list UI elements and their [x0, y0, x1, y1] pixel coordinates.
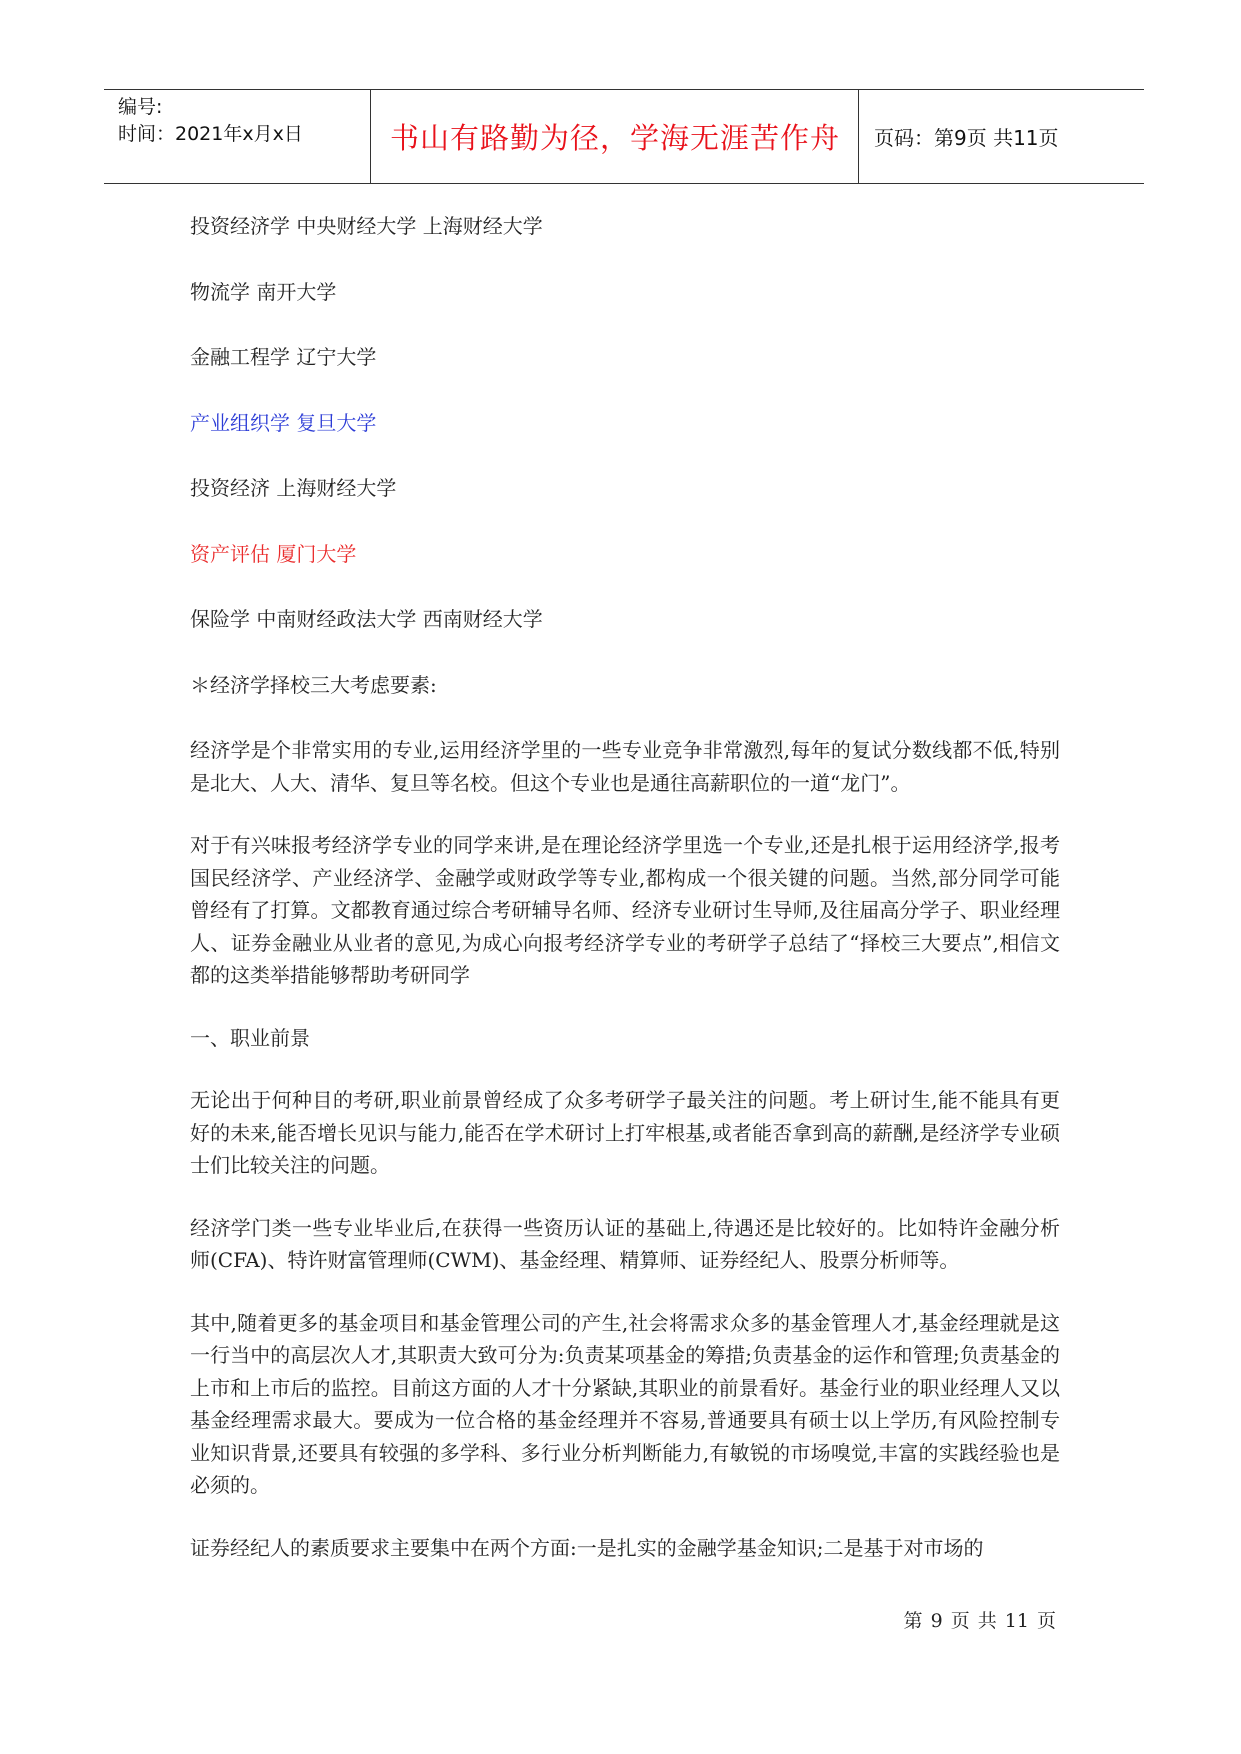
- document-body: [190, 210, 1060, 1594]
- list-item: 保险学 中南财经政法大学 西南财经大学: [190, 607, 543, 631]
- paragraph: 无论出于何种目的考研,职业前景曾经成了众多考研学子最关注的问题。考上研讨生,能不能具有更好的未来,能否增长见识与能力,能否在学术研讨上打牢根基,或者能否拿到高的薪酬,是经济学专业硕士们比较关注的问题。: [190, 1088, 1060, 1177]
- paragraph: 其中,随着更多的基金项目和基金管理公司的产生,社会将需求众多的基金管理人才,基金经理就是这一行当中的高层次人才,其职责大致可分为:负责某项基金的筹措;负责基金的运作和管理;负责基金的上市和上市后的监控。目前这方面的人才十分紧缺,其职业的前景看好。基金行业的职业经理人又以基金经理需求最大。要成为一位合格的基金经理并不容易,普通要具有硕士以上学历,有风险控制专业知识背景,还要具有较强的多学科、多行业分析判断能力,有敏锐的市场嗅觉,丰富的实践经验也是必须的。: [190, 1310, 1060, 1497]
- header-divider: [858, 90, 859, 183]
- list-item-highlight-blue: 产业组织学 复旦大学: [190, 410, 377, 435]
- section-heading: ＊经济学择校三大考虑要素:: [190, 672, 437, 697]
- list-item: 投资经济学 中央财经大学 上海财经大学: [190, 214, 543, 238]
- header-meta: [118, 94, 358, 148]
- list-item: 投资经济 上海财经大学: [190, 476, 397, 500]
- list-item: 物流学 南开大学: [190, 279, 337, 304]
- paragraph: 经济学是个非常实用的专业,运用经济学里的一些专业竞争非常激烈,每年的复试分数线都不低,特别是北大、人大、清华、复旦等名校。但这个专业也是通往高薪职位的一道“龙门”。: [190, 738, 1060, 795]
- list-item-highlight-red: 资产评估 厦门大学: [190, 541, 357, 566]
- paragraph: 对于有兴味报考经济学专业的同学来讲,是在理论经济学里选一个专业,还是扎根于运用经济学,报考国民经济学、产业经济学、金融学或财政学等专业,都构成一个很关键的问题。当然,部分同学可能曾经有了打算。文都教育通过综合考研辅导名师、经济专业研讨生导师,及往届高分学子、职业经理人、证券金融业从业者的意见,为成心向报考经济学专业的考研学子总结了“择校三大要点”,相信文都的这类举措能够帮助考研同学: [190, 833, 1060, 987]
- page-footer: 第 9 页 共 11 页: [903, 1610, 1056, 1632]
- header-divider: [370, 90, 371, 183]
- subsection-heading: 一、职业前景: [190, 1025, 310, 1050]
- paragraph: 证券经纪人的素质要求主要集中在两个方面:一是扎实的金融学基金知识;二是基于对市场的: [190, 1535, 984, 1560]
- list-item: 金融工程学 辽宁大学: [190, 345, 377, 369]
- time-label: 时间：2021年x月x日: [118, 123, 303, 145]
- number-label: 编号:: [118, 96, 163, 118]
- header-page-number: 页码：第9页 共11页: [874, 126, 1059, 150]
- page-header: [104, 89, 1144, 184]
- paragraph: 经济学门类一些专业毕业后,在获得一些资历认证的基础上,待遇还是比较好的。比如特许金融分析师(CFA)、特许财富管理师(CWM)、基金经理、精算师、证券经纪人、股票分析师等。: [190, 1215, 1060, 1272]
- header-motto: 书山有路勤为径，学海无涯苦作舟: [389, 121, 840, 155]
